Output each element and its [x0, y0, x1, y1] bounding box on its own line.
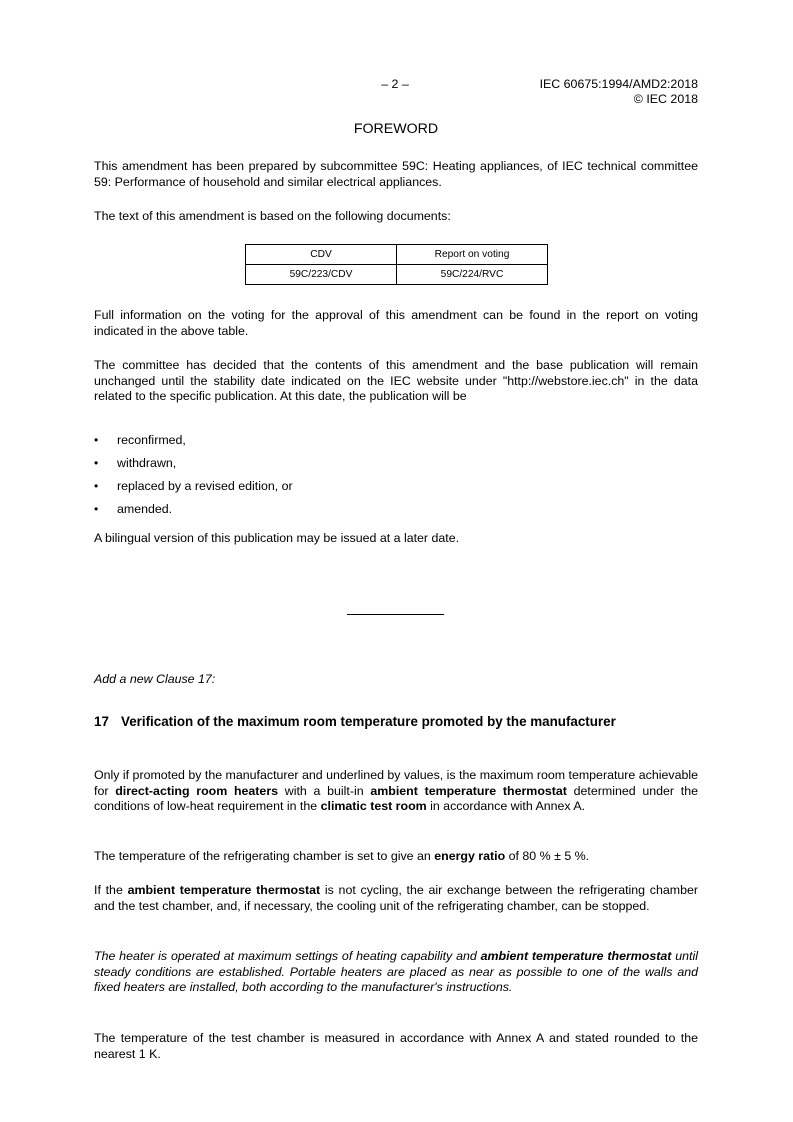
table-cell-cdv: 59C/223/CDV [246, 265, 397, 285]
term-energy-ratio: energy ratio [434, 849, 506, 863]
text-run: is not cycling, the air exchange between the refrigerating chamber and the test chamber, and, if necessary, the cooling unit of the refrigerating chamber, can be stopped. [94, 883, 698, 913]
text-run: Only if promoted by the manufacturer and underlined by values, is the maximum room temperature achievable for [94, 768, 699, 798]
text-run: in accordance with Annex A. [426, 799, 586, 813]
text-run: The heater is operated at maximum settings of heating capability and [94, 949, 481, 963]
copyright-notice: © IEC 2018 [633, 92, 698, 106]
table-row [246, 265, 548, 285]
text-run: The temperature of the refrigerating chamber is set to give an [94, 849, 435, 863]
foreword-paragraph-5: A bilingual version of this publication may be issued at a later date. [94, 531, 460, 545]
documents-table [245, 244, 548, 285]
foreword-title: FOREWORD [353, 121, 439, 137]
clause-paragraph-4 [94, 949, 698, 996]
section-divider [347, 614, 444, 615]
text-run: of 80 % ± 5 %. [505, 849, 590, 863]
standard-reference: IEC 60675:1994/AMD2:2018 [539, 77, 698, 91]
table-header-report-on-voting: Report on voting [397, 245, 548, 265]
term-ambient-temperature-thermostat: ambient temperature thermostat [127, 883, 321, 897]
foreword-paragraph-2: The text of this amendment is based on the following documents: [94, 209, 451, 223]
list-item-text: withdrawn, [117, 456, 177, 470]
clause-paragraph-1 [94, 768, 698, 815]
foreword-paragraph-3: Full information on the voting for the approval of this amendment can be found in the report on voting indicated in the above table. [94, 308, 698, 338]
table-header-row [246, 245, 548, 265]
list-item-text: amended. [117, 502, 173, 516]
bullet-icon: • [94, 502, 99, 516]
bullet-icon: • [94, 433, 99, 447]
text-run: until steady conditions are established. Portable heaters are placed as near as possible to one of the walls and fixed heaters are installed, both according to the manufacturer's instructions. [94, 949, 698, 994]
table-header-cdv: CDV [246, 245, 397, 265]
term-climatic-test-room: climatic test room [320, 799, 427, 813]
bullet-icon: • [94, 456, 99, 470]
foreword-paragraph-4: The committee has decided that the contents of this amendment and the base publication will remain unchanged until the stability date indicated on the IEC website under "http://webstore.iec.ch" in the data related to the specific publication. At this date, the publication will be [94, 358, 698, 403]
foreword-paragraph-1: This amendment has been prepared by subcommittee 59C: Heating appliances, of IEC technical committee 59: Performance of household and similar electrical appliances. [94, 159, 698, 189]
list-item-text: reconfirmed, [117, 433, 186, 447]
page-number: – 2 – [381, 77, 409, 91]
clause-paragraph-3 [94, 883, 698, 914]
bullet-icon: • [94, 479, 99, 493]
table-cell-rvc: 59C/224/RVC [397, 265, 548, 285]
clause-number: 17 [94, 714, 109, 729]
term-ambient-temperature-thermostat: ambient temperature thermostat [370, 783, 567, 798]
text-run: with a built-in [278, 783, 371, 798]
amendment-instruction: Add a new Clause 17: [94, 672, 216, 686]
clause-paragraph-5: The temperature of the test chamber is measured in accordance with Annex A and stated rounded to the nearest 1 K. [94, 1031, 698, 1061]
term-ambient-temperature-thermostat: ambient temperature thermostat [480, 949, 672, 963]
clause-title: Verification of the maximum room temperature promoted by the manufacturer [121, 714, 616, 729]
list-item-text: replaced by a revised edition, or [117, 479, 293, 493]
term-direct-acting-room-heaters: direct-acting room heaters [115, 783, 279, 798]
text-run: determined under the conditions of low-heat requirement in the [94, 783, 698, 813]
clause-paragraph-2 [94, 849, 698, 865]
text-run: If the [94, 883, 128, 897]
